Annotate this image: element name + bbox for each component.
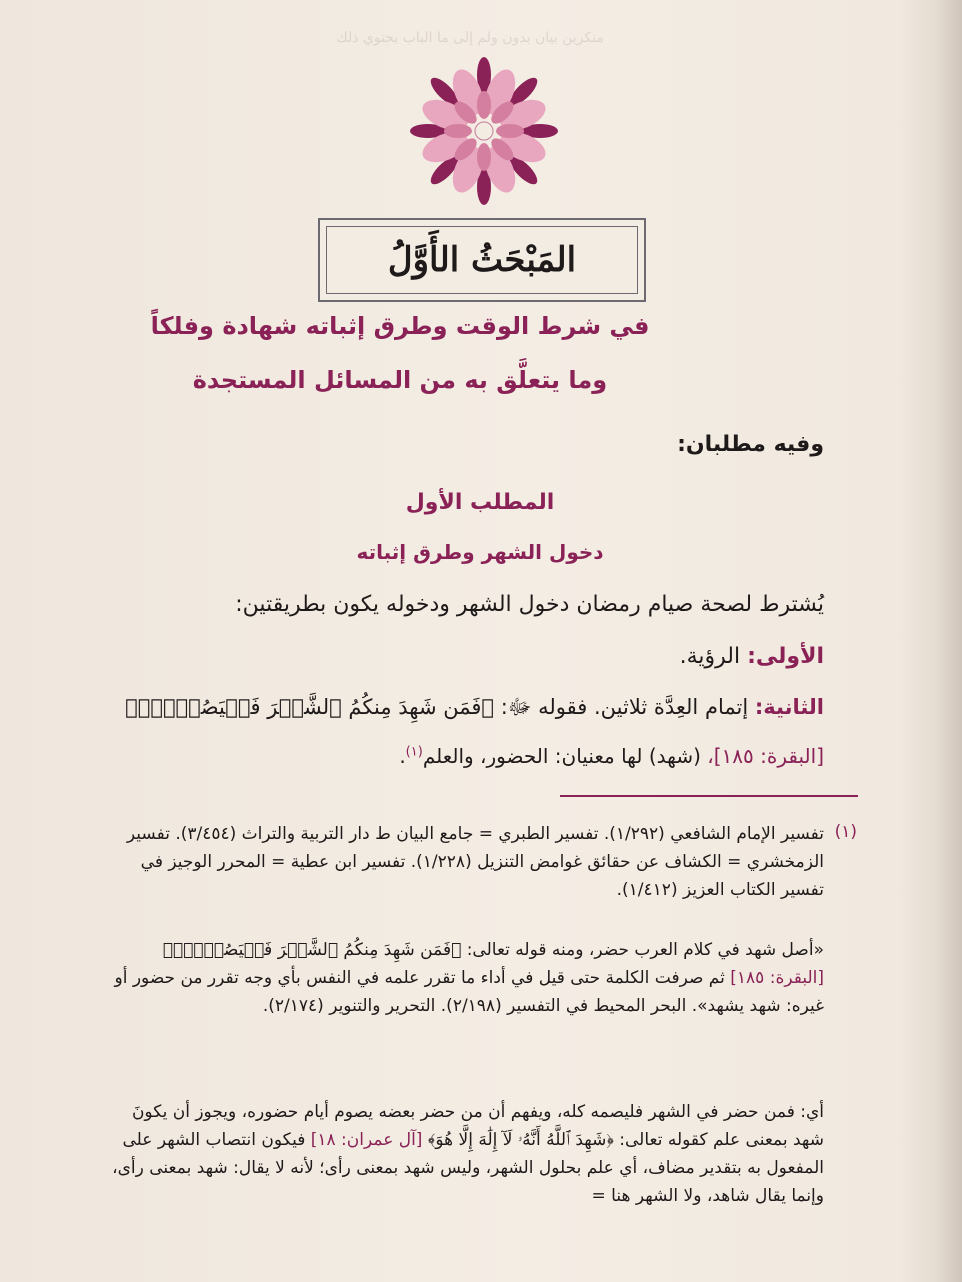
fn2-verse-reference: [البقرة: ١٨٥]	[730, 968, 824, 988]
footnote-explanation-2	[104, 1098, 824, 1210]
second-text: إتمام العِدَّة ثلاثين. فقوله ﷻ:	[500, 695, 749, 719]
subsection-intro: وفيه مطلبان:	[677, 432, 824, 457]
section-title-box	[318, 218, 646, 302]
flower-petal	[444, 124, 472, 138]
paragraph-first-method	[104, 644, 824, 669]
footnote-marker: (١)	[405, 744, 423, 760]
flower-petal	[477, 143, 491, 171]
fn2-text-a: «أصل شهد في كلام العرب حضر، ومنه قوله تعالى:	[466, 940, 824, 960]
fn2-text-b: ثم صرفت الكلمة حتى قيل في أداء ما تقرر علمه في النفس بأي وجه تقرر من حضور أو غيره: شهد يشهد». البحر المحيط في التفسير (٢/١٩٨). التحرير والتنوير (٢/١٧٤).	[114, 968, 824, 1016]
quran-verse: ﴿فَمَن شَهِدَ مِنكُمُ ٱلشَّهۡرَ فَلۡيَصُمۡهُۖ﴾	[125, 695, 494, 719]
fn2-quran-verse: ﴿فَمَن شَهِدَ مِنكُمُ ٱلشَّهۡرَ فَلۡيَصُمۡهُۖ﴾	[162, 940, 462, 960]
fn3-quran-verse: ﴿شَهِدَ ٱللَّهُ أَنَّهُۥ لَآ إِلَٰهَ إِلَّا هُوَ﴾	[427, 1130, 614, 1150]
fn3-verse-reference: [آل عمران: ١٨]	[310, 1130, 423, 1150]
chapter-heading-line-2: وما يتعلَّق به من المسائل المستجدة	[192, 366, 608, 394]
fn3-text-a: أي: فمن حضر في الشهر فليصمه كله، ويفهم أن من حضر بعضه يصوم أيام حضوره، ويجوز أن يكونَ شهد بمعنى علم كقوله تعالى:	[131, 1102, 824, 1150]
second-label: الثانية:	[754, 695, 824, 719]
paragraph-intro: يُشترط لصحة صيام رمضان دخول الشهر ودخوله يكون بطريقتين:	[235, 592, 824, 617]
verse-reference: [البقرة: ١٨٥]،	[707, 744, 824, 768]
first-text: الرؤية.	[679, 644, 741, 669]
chapter-heading-line-1: في شرط الوقت وطرق إثباته شهادة وفلكاً	[150, 312, 650, 340]
section-title: المَبْحَثُ الأَوَّلُ	[387, 240, 577, 280]
footnote-explanation-1	[104, 936, 824, 1020]
footnote-separator	[560, 795, 858, 797]
paragraph-second-method	[104, 694, 824, 725]
paragraph-shahida-meaning	[104, 744, 824, 768]
flower-petal	[496, 124, 524, 138]
footnote-sources: تفسير الإمام الشافعي (١/٢٩٢). تفسير الطبري = جامع البيان ط دار التربية والتراث (٣/٤٥٤). تفسير الزمخشري = الكشاف عن حقائق غوامض التنزيل (١/٢٢٨). تفسير ابن عطية = المحرر الوجيز في تفسير الكتاب العزيز (١/٤١٢).	[126, 824, 824, 900]
pink-flower-ornament	[410, 52, 558, 210]
matlab-title: المطلب الأول	[405, 490, 555, 515]
first-label: الأولى:	[747, 644, 824, 669]
shahida-text: (شهد) لها معنيان: الحضور، والعلم	[422, 744, 701, 768]
fn3-text-b: فيكون انتصاب الشهر على المفعول به بتقدير مضاف، أي علم بحلول الشهر، وليس شهد بمعنى رأى؛ لأنه لا يقال: شهد بمعنى رأى، وإنما يقال شاهد، ولا الشهر هنا =	[112, 1130, 824, 1206]
book-spine-shadow	[900, 0, 962, 1282]
footnote-number: (١)	[834, 822, 857, 842]
sentence-end: .	[399, 744, 406, 768]
matlab-subtitle: دخول الشهر وطرق إثباته	[356, 540, 604, 564]
bleed-through-text: منكرين بيان بدون ولم إلى ما الباب يحتوي ذلك	[336, 30, 604, 46]
flower-petal	[477, 91, 491, 119]
